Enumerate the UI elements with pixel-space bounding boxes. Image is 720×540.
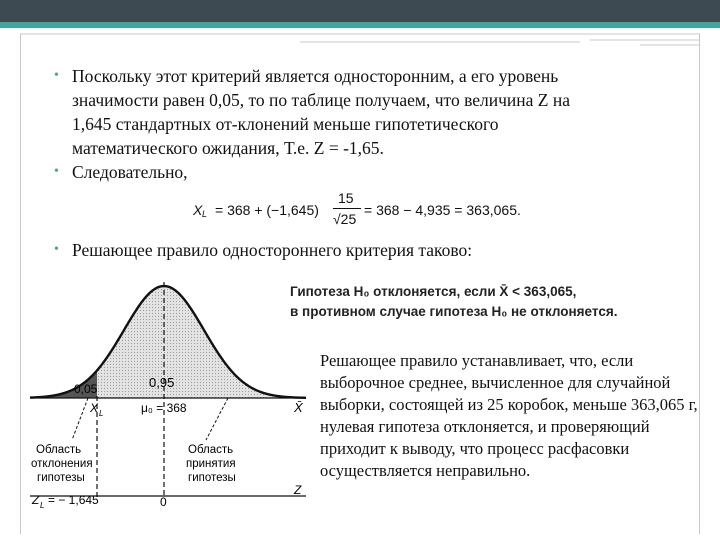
formula-part-one: = 368 + (−1,645) — [215, 202, 319, 218]
accept-region-label: Область — [188, 444, 234, 456]
formula-lhs-subscript: L — [202, 209, 208, 219]
alpha-label: 0,05 — [74, 382, 98, 396]
z-critical-subscript: L — [40, 501, 45, 510]
bullet-marker-icon: • — [54, 164, 59, 179]
formula-numerator: 15 — [338, 190, 354, 206]
z-axis-label: Z — [294, 483, 302, 497]
bullet-text: Решающее правило одностороннего критерия таково: — [72, 240, 473, 260]
confidence-label: 0,95 — [149, 375, 175, 390]
bullet-line: 1,645 стандартных от-клонений меньше гипотетического — [72, 114, 499, 134]
accept-region-label: гипотезы — [188, 472, 236, 484]
reject-region-label: Область — [36, 444, 82, 456]
decision-explanation: Решающее правило устанавливает, что, если выборочное среднее, вычисленное для случайной выборки, состоящей из 25 коробок, меньше 363,065 г, нулевая гипотеза отклоняется, и проверяющий приходит к выводу, что процесс расфасовки осуществляется неправильно. — [320, 351, 698, 480]
bullet-line: математического ожидания, Т.е. Z = -1,65. — [72, 138, 384, 158]
z-critical-label: Z — [32, 493, 40, 507]
formula-part-two: = 368 − 4,935 = 363,065. — [364, 202, 521, 218]
slide-border-left — [20, 34, 21, 534]
mean-label: μ₀ = 368 — [141, 401, 187, 415]
reject-region-pointer — [72, 398, 88, 440]
bullet-one-tailed-criterion — [54, 64, 674, 160]
acceptance-region-shading — [97, 286, 306, 398]
x-axis-label: X̄ — [294, 400, 303, 415]
formula-denominator: √25 — [333, 211, 357, 227]
formula-fraction-bar — [333, 208, 361, 209]
hypothesis-rule-line: в противном случае гипотеза H₀ не отклоняется. — [290, 304, 618, 319]
bullet-line: значимости равен 0,05, то по таблице получаем, что величина Z на — [72, 90, 570, 110]
reject-region-label: гипотезы — [37, 472, 85, 484]
critical-value-label: X — [90, 401, 99, 415]
hypothesis-rule — [290, 282, 617, 322]
bullet-text: Следовательно, — [72, 162, 188, 182]
accept-region-pointer — [206, 398, 228, 440]
bullet-therefore — [54, 160, 674, 184]
reject-region-label: отклонения — [31, 458, 93, 470]
accept-region-label: принятия — [186, 458, 236, 470]
bullet-marker-icon: • — [54, 68, 59, 83]
bullet-marker-icon: • — [54, 242, 59, 257]
z-zero-label: 0 — [160, 495, 167, 509]
slide-header-decoration — [0, 28, 720, 52]
normal-distribution-diagram — [28, 270, 318, 522]
hypothesis-rule-line: Гипотеза H₀ отклоняется, если X̄ < 363,065, — [290, 284, 577, 299]
formula-lhs: X — [193, 202, 203, 218]
critical-value-subscript: L — [99, 409, 104, 418]
bullet-decision-rule — [54, 238, 674, 262]
bullet-line: Поскольку этот критерий является односторонним, а его уровень — [72, 66, 559, 86]
slide-top-bar — [0, 0, 720, 22]
z-critical-value: = − 1,645 — [48, 493, 99, 507]
